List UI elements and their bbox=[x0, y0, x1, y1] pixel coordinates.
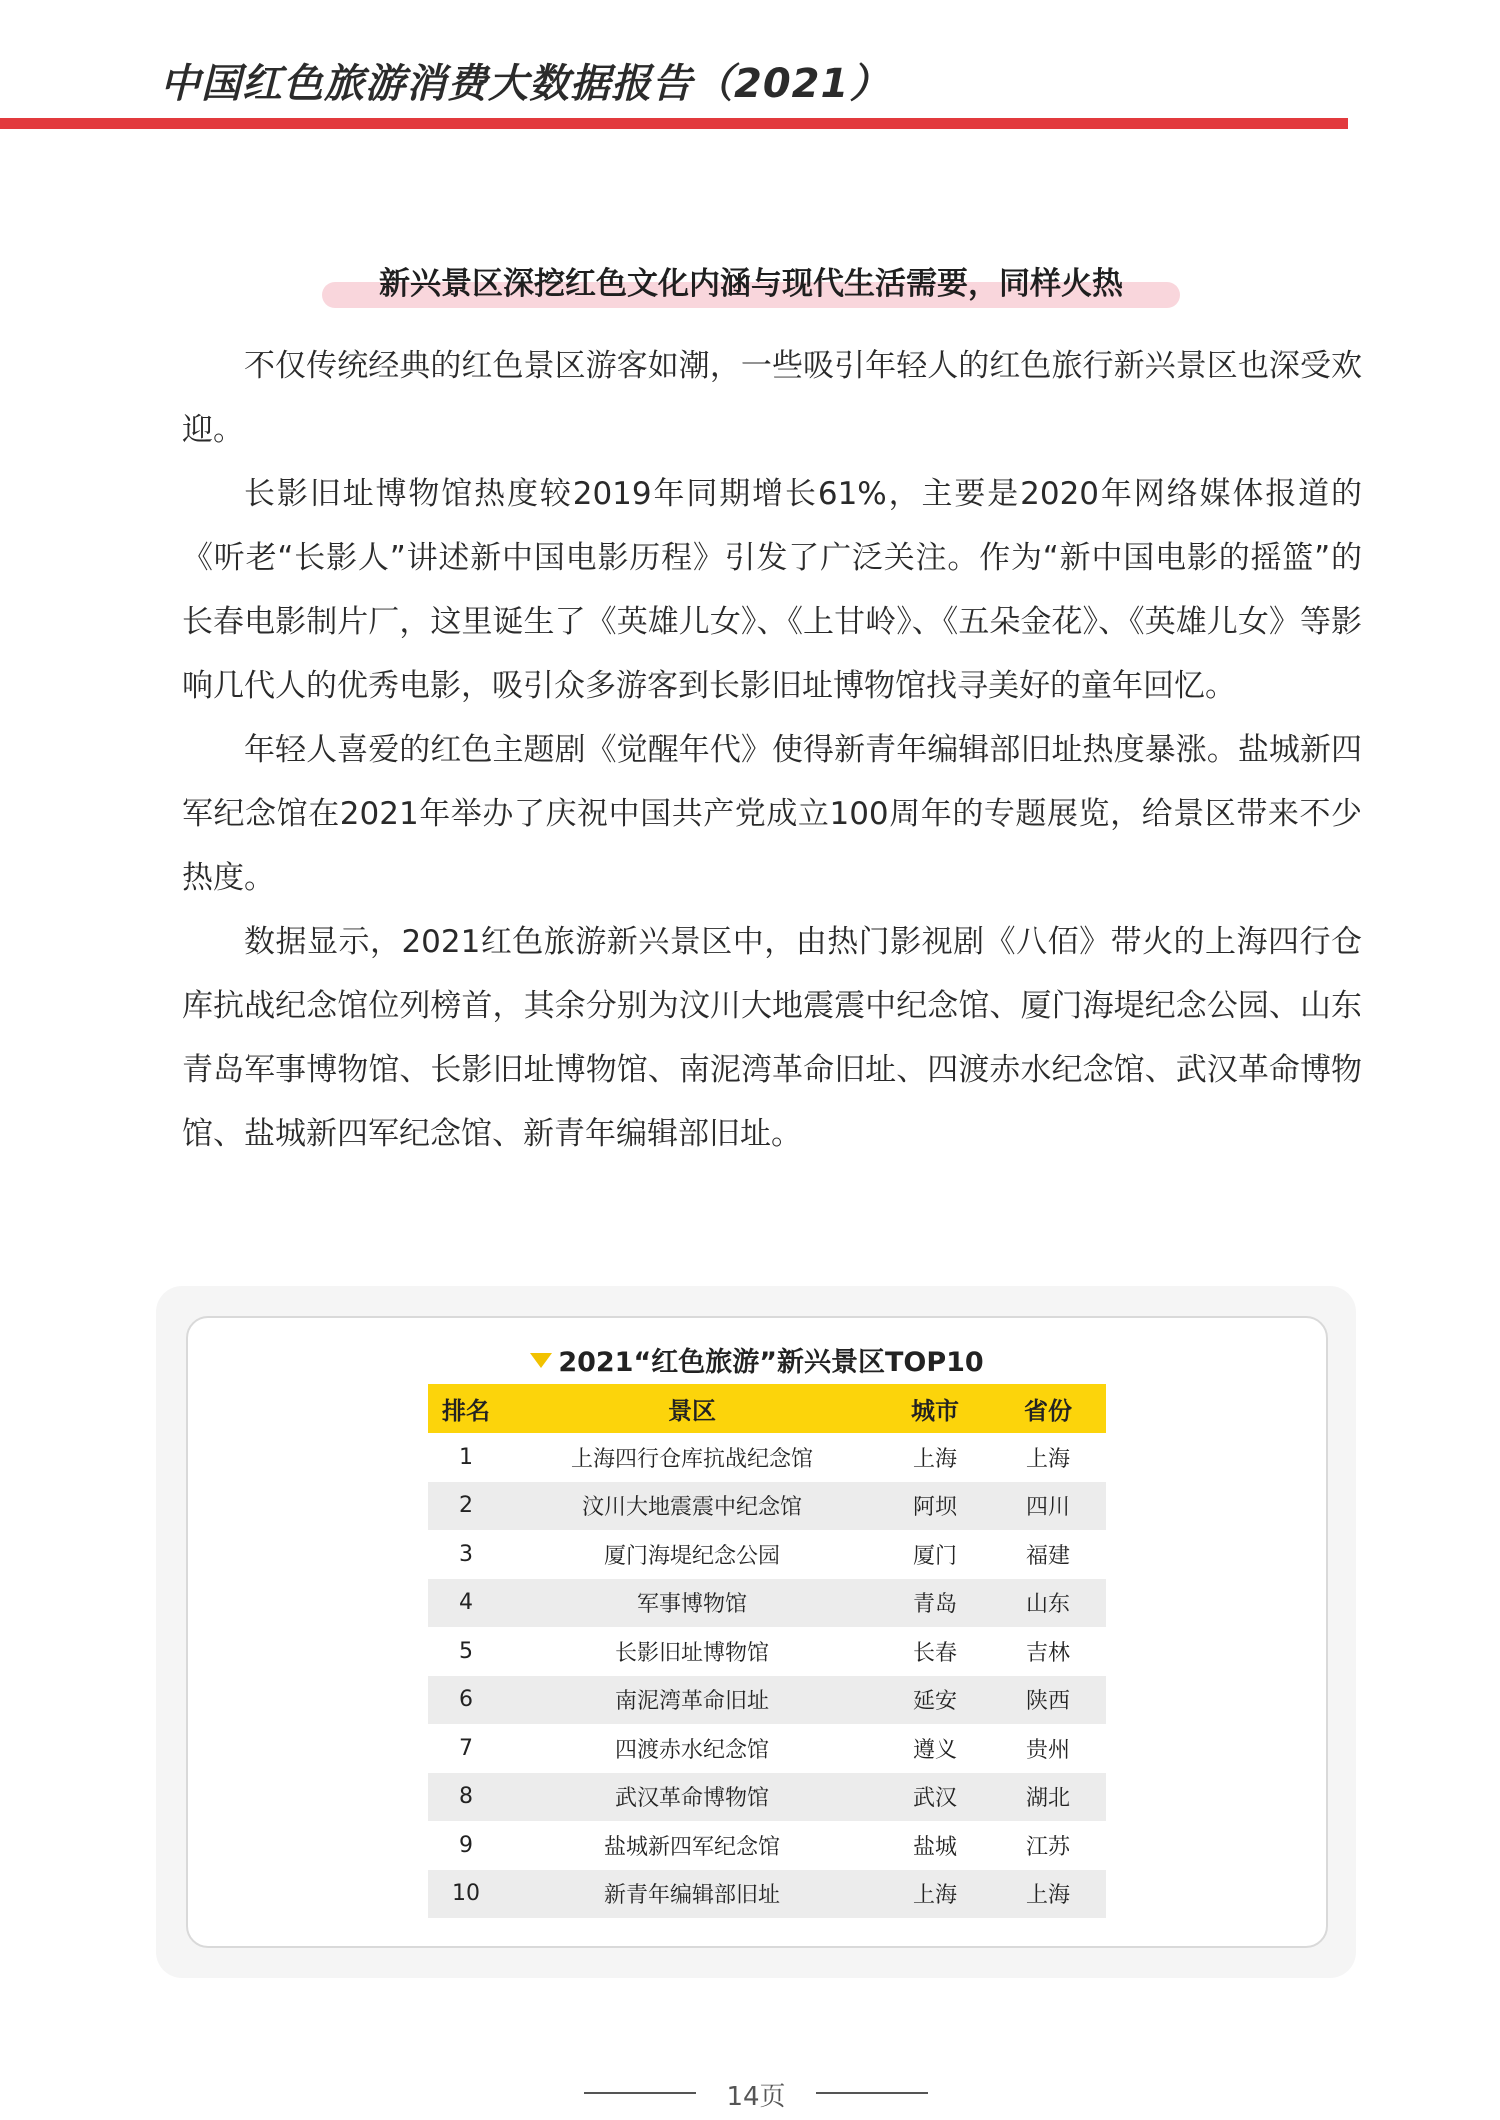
province-cell: 上海 bbox=[1025, 1446, 1070, 1472]
rank-cell: 10 bbox=[428, 1870, 504, 1919]
paragraph: 数据显示，2021红色旅游新兴景区中，由热门影视剧《八佰》带火的上海四行仓库抗战纪念馆位列榜首，其余分别为汶川大地震震中纪念馆、厦门海堤纪念公园、山东青岛军事博物馆、长影旧址博物馆、南泥湾革命旧址、四渡赤水纪念馆、武汉革命博物馆、盐城新四军纪念馆、新青年编辑部旧址。 bbox=[182, 924, 1362, 1152]
rank-cell: 3 bbox=[459, 1541, 473, 1567]
rank-cell: 1 bbox=[459, 1444, 473, 1470]
spot-cell: 长影旧址博物馆 bbox=[614, 1640, 769, 1666]
spot-cell: 汶川大地震震中纪念馆 bbox=[504, 1482, 880, 1531]
table-card bbox=[156, 1286, 1356, 1978]
table-title-row bbox=[188, 1340, 1326, 1379]
column-header-city: 城市 bbox=[880, 1384, 990, 1433]
spot-cell: 军事博物馆 bbox=[504, 1579, 880, 1628]
table-row bbox=[428, 1724, 1106, 1773]
table-header-row bbox=[428, 1384, 1106, 1433]
province-cell: 湖北 bbox=[990, 1773, 1106, 1822]
province-cell: 江苏 bbox=[1025, 1834, 1070, 1860]
section-heading: 新兴景区深挖红色文化内涵与现代生活需要，同样火热 bbox=[379, 266, 1123, 302]
city-cell: 长春 bbox=[912, 1640, 957, 1666]
province-cell: 吉林 bbox=[1025, 1640, 1070, 1666]
table-panel bbox=[186, 1316, 1328, 1948]
table-row bbox=[428, 1433, 1106, 1482]
paragraph: 长影旧址博物馆热度较2019年同期增长61%，主要是2020年网络媒体报道的《听老“长影人”讲述新中国电影历程》引发了广泛关注。作为“新中国电影的摇篮”的长春电影制片厂，这里诞生了《英雄儿女》、《上甘岭》、《五朵金花》、《英雄儿女》等影响几代人的优秀电影，吸引众多游客到长影旧址博物馆找寻美好的童年回忆。 bbox=[182, 476, 1362, 704]
city-cell: 青岛 bbox=[880, 1579, 990, 1628]
rank-cell: 7 bbox=[459, 1735, 473, 1761]
table-row bbox=[428, 1627, 1106, 1676]
triangle-down-icon bbox=[530, 1353, 552, 1368]
table-row bbox=[428, 1870, 1106, 1919]
section-heading-block bbox=[322, 256, 1180, 308]
spot-cell: 厦门海堤纪念公园 bbox=[603, 1543, 780, 1569]
rank-cell: 6 bbox=[428, 1676, 504, 1725]
paragraph: 年轻人喜爱的红色主题剧《觉醒年代》使得新青年编辑部旧址热度暴涨。盐城新四军纪念馆在2021年举办了庆祝中国共产党成立100周年的专题展览，给景区带来不少热度。 bbox=[182, 732, 1362, 896]
table-row bbox=[428, 1530, 1106, 1579]
column-header-province: 省份 bbox=[990, 1384, 1106, 1433]
rank-cell: 2 bbox=[428, 1482, 504, 1531]
province-cell: 陕西 bbox=[990, 1676, 1106, 1725]
spot-cell: 南泥湾革命旧址 bbox=[504, 1676, 880, 1725]
city-cell: 厦门 bbox=[912, 1543, 957, 1569]
ranking-table bbox=[428, 1384, 1106, 1918]
city-cell: 上海 bbox=[880, 1870, 990, 1919]
spot-cell: 四渡赤水纪念馆 bbox=[614, 1737, 769, 1763]
city-cell: 盐城 bbox=[912, 1834, 957, 1860]
rank-cell: 9 bbox=[459, 1832, 473, 1858]
spot-cell: 新青年编辑部旧址 bbox=[504, 1870, 880, 1919]
rank-cell: 4 bbox=[428, 1579, 504, 1628]
footer-rule-left bbox=[584, 2092, 696, 2094]
table-row bbox=[428, 1821, 1106, 1870]
paragraph: 不仅传统经典的红色景区游客如潮，一些吸引年轻人的红色旅行新兴景区也深受欢迎。 bbox=[182, 348, 1362, 448]
province-cell: 山东 bbox=[990, 1579, 1106, 1628]
rank-cell: 5 bbox=[459, 1638, 473, 1664]
spot-cell: 武汉革命博物馆 bbox=[504, 1773, 880, 1822]
rank-cell: 8 bbox=[428, 1773, 504, 1822]
table-row bbox=[428, 1579, 1106, 1628]
article-body bbox=[182, 334, 1362, 1166]
city-cell: 武汉 bbox=[880, 1773, 990, 1822]
city-cell: 遵义 bbox=[912, 1737, 957, 1763]
province-cell: 上海 bbox=[990, 1870, 1106, 1919]
table-row bbox=[428, 1773, 1106, 1822]
column-header-spot: 景区 bbox=[504, 1384, 880, 1433]
table-title: 2021“红色旅游”新兴景区TOP10 bbox=[558, 1347, 984, 1378]
province-cell: 贵州 bbox=[1025, 1737, 1070, 1763]
table-row bbox=[428, 1482, 1106, 1531]
header-divider bbox=[0, 118, 1348, 129]
city-cell: 上海 bbox=[912, 1446, 957, 1472]
spot-cell: 上海四行仓库抗战纪念馆 bbox=[570, 1446, 813, 1472]
page-number: 14页 bbox=[726, 2082, 786, 2112]
footer-rule-right bbox=[816, 2092, 928, 2094]
city-cell: 延安 bbox=[880, 1676, 990, 1725]
report-title: 中国红色旅游消费大数据报告（2021） bbox=[160, 61, 891, 107]
column-header-rank: 排名 bbox=[428, 1384, 504, 1433]
table-row bbox=[428, 1676, 1106, 1725]
province-cell: 四川 bbox=[990, 1482, 1106, 1531]
spot-cell: 盐城新四军纪念馆 bbox=[603, 1834, 780, 1860]
city-cell: 阿坝 bbox=[880, 1482, 990, 1531]
province-cell: 福建 bbox=[1025, 1543, 1070, 1569]
